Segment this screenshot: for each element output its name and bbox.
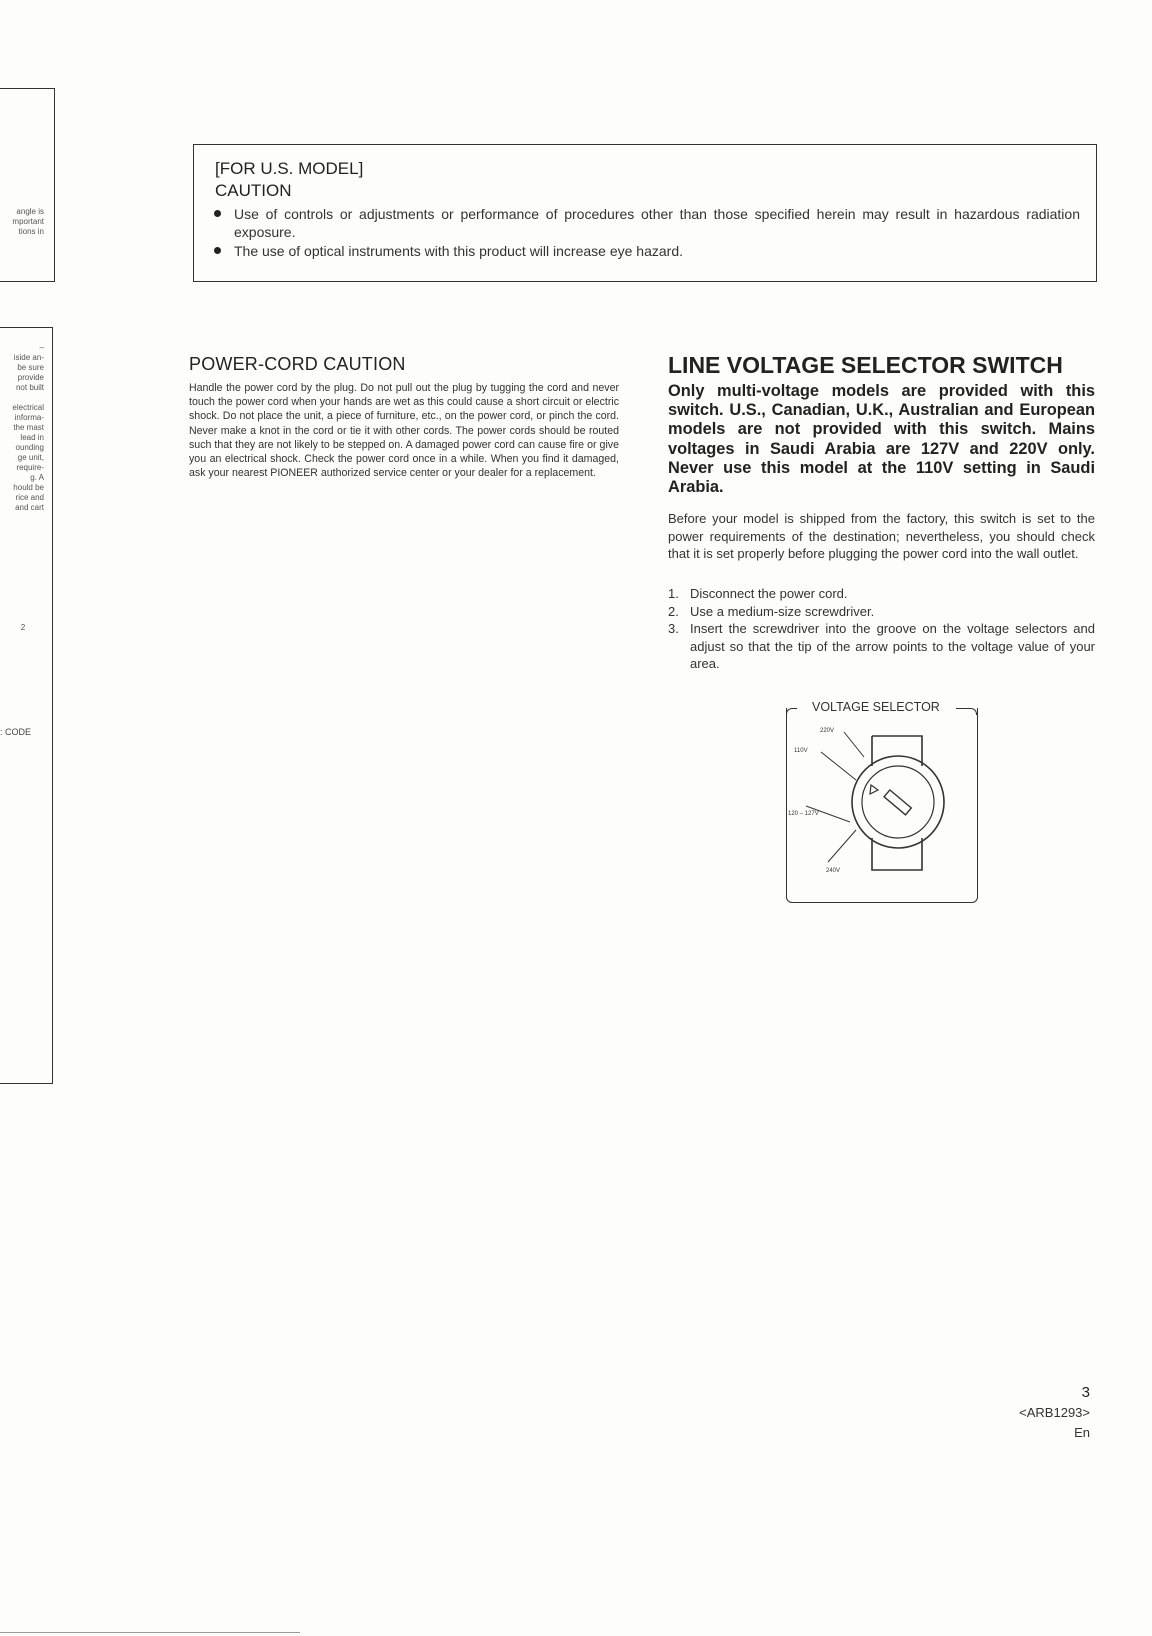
fragment-line: and cart	[15, 503, 44, 512]
power-cord-body: Handle the power cord by the plug. Do not pull out the plug by tugging the cord and never touch the power cord when your hands are wet as this could cause a short circuit or electric shock. Do not place the unit, a piece of furniture, etc., on the power cord, or pinch the cord. Never make a knot in the cord or tie it with other cords. The power cords should be routed such that they are not likely to be stepped on. A damaged power cord can cause fire or give you an electrical shock. Check the power cord once in a while. When you find it damaged, ask your nearest PIONEER authorized service center or your dealer for a replacement.	[189, 382, 619, 480]
label-240v: 240V	[826, 868, 841, 874]
fragment-line: ounding	[15, 443, 44, 452]
list-item	[668, 603, 1095, 621]
fragment-line: the mast	[13, 423, 44, 432]
fragment-line: require-	[16, 463, 44, 472]
step-number: 3.	[668, 621, 679, 636]
previous-page-code: : CODE	[0, 727, 32, 737]
caution-list	[210, 205, 1080, 261]
screwdriver-slot	[884, 790, 911, 815]
document-code: <ARB1293>	[1019, 1405, 1090, 1420]
label-110v: 110V	[794, 748, 808, 754]
leader-110	[821, 752, 856, 780]
voltage-selector-diagram	[786, 722, 976, 902]
previous-page-box-top	[0, 88, 55, 282]
voltage-selector-label: VOLTAGE SELECTOR	[808, 700, 944, 714]
fragment-line: ge unit,	[17, 453, 44, 462]
previous-page-text-mid	[2, 343, 44, 633]
list-item	[210, 205, 1080, 241]
step-number: 2.	[668, 603, 679, 619]
power-cord-title: POWER-CORD CAUTION	[189, 354, 406, 374]
fragment-line: 2	[20, 623, 26, 632]
list-item-text: The use of optical instruments with this product will increase eye hazard.	[234, 243, 683, 259]
dial-outer	[852, 756, 944, 848]
list-item	[210, 242, 1080, 260]
fragment-line: tions in	[18, 227, 44, 236]
line-voltage-steps	[668, 585, 1095, 673]
step-text: Use a medium-size screwdriver.	[690, 603, 875, 619]
fragment-line: not built	[15, 383, 44, 392]
page-number: 3	[1081, 1384, 1090, 1401]
us-model-heading: [FOR U.S. MODEL]	[215, 159, 364, 178]
fragment-line: electrical	[12, 403, 44, 412]
fragment-line: be sure	[17, 363, 44, 372]
list-item	[668, 620, 1095, 673]
fragment-line: rice and	[15, 493, 44, 502]
previous-page-text-top	[2, 207, 44, 237]
bottom-rule	[0, 1632, 300, 1633]
language-code: En	[1074, 1425, 1090, 1440]
step-number: 1.	[668, 586, 679, 601]
fragment-line: provide	[17, 373, 44, 382]
label-220v: 220V	[820, 728, 835, 734]
fragment-line: –	[39, 343, 44, 352]
frame-corner	[956, 708, 977, 715]
frame-corner	[786, 708, 797, 715]
leader-220	[844, 732, 864, 757]
fragment-line: informa-	[14, 413, 44, 422]
line-voltage-warning: Only multi-voltage models are provided with this switch. U.S., Canadian, U.K., Australian and European models are not provided with this switch. Mains voltages in Saudi Arabia are 127V and 220V only. Never use this model at the 110V setting in Saudi Arabia.	[668, 382, 1095, 497]
fragment-line: iside an-	[13, 353, 44, 362]
bullet-icon	[214, 210, 221, 217]
fragment-line: g. A	[30, 473, 44, 482]
dial-inner	[862, 766, 934, 838]
fragment-line: angle is	[16, 207, 44, 216]
line-voltage-title: LINE VOLTAGE SELECTOR SWITCH	[668, 352, 1063, 378]
fragment-line: hould be	[13, 483, 44, 492]
bullet-icon	[214, 247, 221, 254]
us-model-caution-box	[193, 144, 1097, 282]
fragment-line: mportant	[12, 217, 44, 226]
list-item	[668, 585, 1095, 603]
label-120v: 120 – 127V	[788, 811, 819, 817]
list-item-text: Use of controls or adjustments or performance of procedures other than those specified herein may result in hazardous radiation exposure.	[234, 206, 1080, 240]
leader-240	[828, 830, 856, 862]
arrow-icon	[870, 785, 878, 794]
step-text: Disconnect the power cord.	[690, 586, 848, 601]
step-text: Insert the screwdriver into the groove on the voltage selectors and adjust so that the tip of the arrow points to the voltage value of your area.	[690, 621, 1095, 671]
line-voltage-intro: Before your model is shipped from the factory, this switch is set to the power requirements of the destination; nevertheless, you should check that it is set properly before plugging the power cord into the wall outlet.	[668, 511, 1095, 561]
caution-heading: CAUTION	[215, 181, 292, 200]
fragment-line: lead in	[20, 433, 44, 442]
